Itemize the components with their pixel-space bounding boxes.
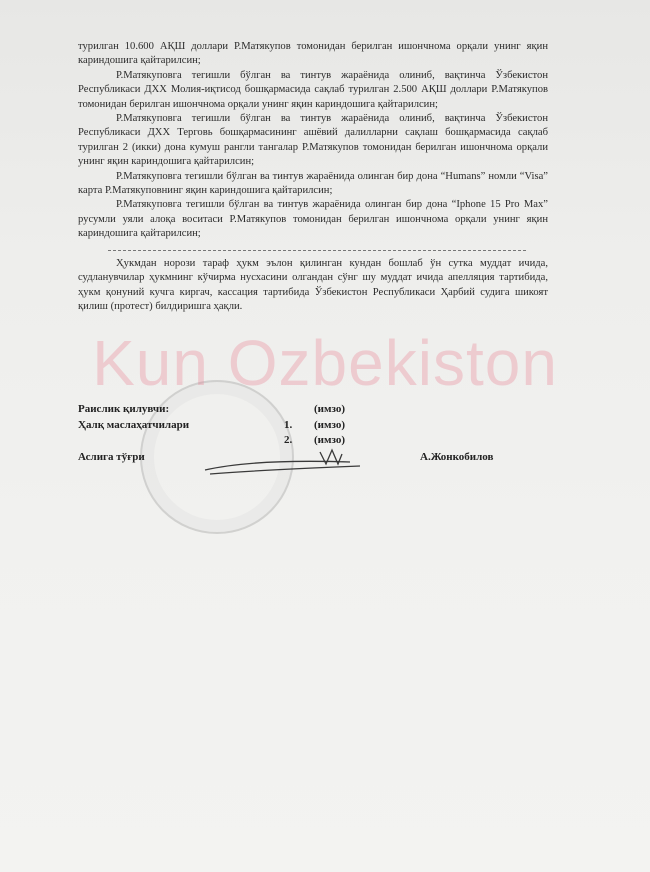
paragraph-appeal: Ҳукмдан норози тараф ҳукм эълон қилинган кундан бошлаб ўн сутка муддат ичида, судланувчилар ҳукмнинг кўчирма нусхасини олгандан сўнг шу муддат ичида апелляция тартибида, ҳукм қонуний кучга киргач, кассация тартибида Ўзбекистон Республикаси Ҳарбий судига шикоят қилиш (протест) билдиришга ҳақли.: [78, 257, 548, 312]
assessor-2-num: 2.: [284, 434, 293, 446]
paragraph-1: турилган 10.600 АҚШ доллари Р.Матякупов томонидан берилган ишончнома орқали унинг яқин кариндошига қайтарилсин;: [78, 41, 548, 67]
paragraph-3: Р.Матякуповга тегишли бўлган ва тинтув жараёнида олиниб, вақтинча Ўзбекистон Республикаси ДХХ Терговь бошқармасининг ашёвий далилларни сақлаш бошқармасида сақлаб турилган 2 (икки) дона кумуш рангли тангалар Р.Матякупов томонидан берилган ишончнома орқали унинг яқин кариндошига қайтарилсин;: [78, 113, 548, 168]
dashed-divider: [108, 244, 526, 251]
document-text: [78, 40, 548, 314]
true-copy-name: А.Жонкобилов: [420, 451, 494, 463]
assessor-1-sign: (имзо): [314, 419, 346, 431]
paragraph-5: Р.Матякуповга тегишли бўлган ва тинтув жараёнида олинган бир дона “Iphone 15 Pro Max” русумли уяли алоқа воситаси Р.Матякупов томонидан берилган ишончнома орқали унинг яқин кариндошига қайтарилсин;: [78, 199, 548, 240]
paragraph-4: Р.Матякуповга тегишли бўлган ва тинтув жараёнида олинган бир дона “Humans” номли “Visa” карта Р.Матякуповнинг яқин кариндошига қайтарилсин;: [78, 170, 548, 197]
assessor-2-sign: (имзо): [314, 434, 346, 446]
paragraph-2: Р.Матякуповга тегишли бўлган ва тинтув жараёнида олиниб, вақтинча Ўзбекистон Республикаси ДХХ Молия-иқтисод бошқармасида сақлаб турилган 2.500 АҚШ доллари Р.Матякупов томонидан берилган ишончнома орқали унинг яқин кариндошига қайтарилсин;: [78, 69, 548, 110]
presiding-label: Раислик қилувчи:: [78, 403, 170, 415]
assessor-1-num: 1.: [284, 419, 293, 431]
assessors-label: Ҳалқ маслаҳатчилари: [78, 419, 190, 431]
watermark: Kun Ozbekiston: [92, 327, 558, 399]
presiding-sign: (имзо): [314, 403, 346, 415]
signature-scribble: [200, 440, 370, 490]
true-copy-label: Аслига тўғри: [78, 451, 145, 463]
